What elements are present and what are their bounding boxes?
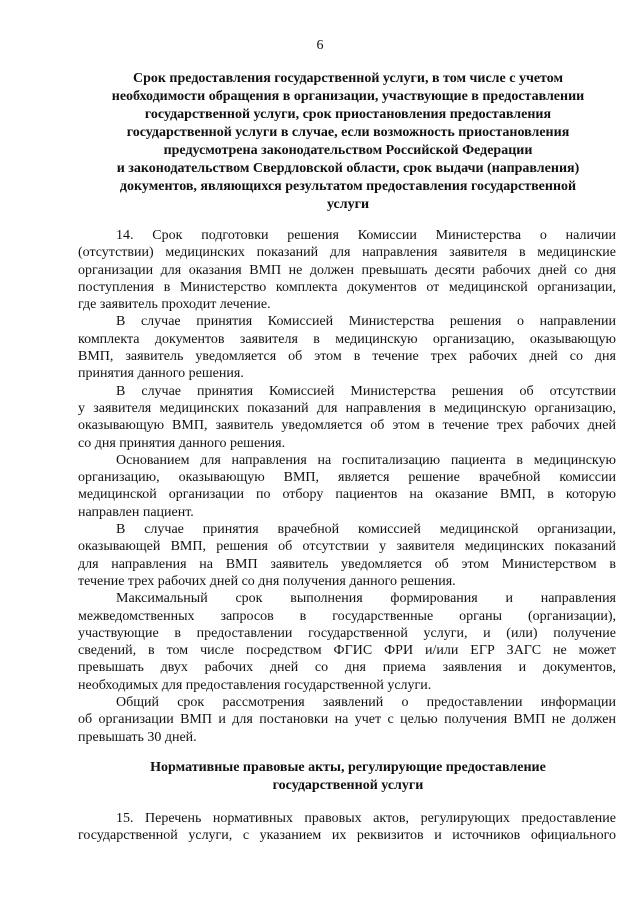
- paragraph: [78, 521, 616, 590]
- page-number: 6: [316, 38, 324, 53]
- paragraph-line: Общий срок рассмотрения заявлений о предоставлении информации: [116, 695, 616, 711]
- paragraph: [78, 227, 616, 313]
- paragraph: [78, 452, 616, 521]
- paragraph: [78, 383, 616, 452]
- heading-line: документов, являющихся результатом предоставления государственной: [119, 179, 577, 194]
- paragraph-line: государственной услуги, с указанием их реквизитов и источников официального: [78, 828, 616, 844]
- section-heading-normative-acts: [78, 759, 618, 795]
- paragraph-line: организации для оказания ВМП не должен превышать десяти рабочих дней со дня: [78, 262, 616, 278]
- paragraph-line: превышать 30 дней.: [78, 729, 197, 745]
- paragraph-line: оказывающую ВМП, заявитель уведомляется об этом в течение трех рабочих дней: [78, 418, 616, 434]
- paragraph-line: об организации ВМП и для постановки на учет с целью получения ВМП не должен: [78, 712, 616, 728]
- paragraph: [78, 810, 616, 845]
- heading-line: предусмотрена законодательством Российской Федерации: [163, 143, 533, 158]
- paragraph-line: организацию, оказывающую ВМП, является решение врачебной комиссии: [78, 470, 616, 486]
- section-heading-term: [78, 70, 618, 214]
- paragraph-line: оказывающей ВМП, решения об отсутствии у заявителя медицинских показаний: [78, 539, 616, 555]
- paragraph-line: поступления в Министерство комплекта документов от медицинской организации,: [78, 279, 616, 295]
- paragraph-line: Основанием для направления на госпитализацию пациента в медицинскую: [116, 452, 616, 468]
- paragraph-line: для направления на ВМП заявитель уведомляется об этом Министерством в: [78, 556, 616, 572]
- paragraph-line: (отсутствии) медицинских показаний для направления заявителя в медицинские: [78, 245, 616, 261]
- paragraph: [78, 313, 616, 382]
- paragraph-line: В случае принятия врачебной комиссией медицинской организации,: [116, 522, 616, 538]
- paragraph-line: у заявителя медицинских показаний для направления в медицинскую организацию,: [78, 400, 616, 416]
- paragraph-line: направлен пациент.: [78, 504, 194, 520]
- paragraph-line: течение трех рабочих дней со дня получения данного решения.: [78, 573, 456, 589]
- paragraph-line: В случае принятия Комиссией Министерства решения об отсутствии: [116, 383, 616, 399]
- paragraph-line: превышать двух рабочих дней со дня приема заявления и документов,: [78, 660, 616, 676]
- heading-line: Срок предоставления государственной услуги, в том числе с учетом: [132, 71, 564, 86]
- heading-line: услуги: [326, 197, 370, 212]
- paragraph-line: комплекта документов заявителя в медицинскую организацию, оказывающую: [78, 331, 616, 347]
- section-body-term: [78, 227, 616, 746]
- paragraph-line: со дня принятия данного решения.: [78, 435, 286, 451]
- paragraph-line: принятия данного решения.: [78, 366, 244, 382]
- heading-line: государственной услуги: [272, 778, 424, 793]
- paragraph-line: где заявитель проходит лечение.: [78, 297, 271, 313]
- paragraph-line: сведений, в том числе посредством ФГИС ФРИ и/или ЕГР ЗАГС не может: [78, 643, 616, 659]
- paragraph-line: необходимых для предоставления государственной услуги.: [78, 677, 432, 693]
- heading-line: государственной услуги в случае, если возможность приостановления: [126, 125, 570, 140]
- paragraph: [78, 590, 616, 694]
- heading-line: необходимости обращения в организации, участвующие в предоставлении: [111, 89, 585, 104]
- paragraph-line: межведомственных запросов в государственные органы (организации),: [78, 608, 616, 624]
- paragraph-line: медицинской организации по отбору пациентов на оказание ВМП, в которую: [78, 487, 616, 503]
- paragraph-line: участвующие в предоставлении государственной услуги, и (или) получение: [78, 625, 616, 641]
- paragraph-line: 15. Перечень нормативных правовых актов, регулирующих предоставление: [116, 811, 616, 826]
- heading-line: государственной услуги, срок приостановления предоставления: [144, 107, 552, 122]
- section-body-normative-acts: [78, 810, 616, 845]
- paragraph-line: 14. Срок подготовки решения Комиссии Министерства о наличии: [116, 228, 616, 243]
- paragraph-line: В случае принятия Комиссией Министерства решения о направлении: [116, 314, 616, 330]
- paragraph: [78, 694, 616, 746]
- heading-line: и законодательством Свердловской области, срок выдачи (направления): [116, 161, 580, 176]
- paragraph-line: ВМП, заявитель уведомляется об этом в течение трех рабочих дней со дня: [78, 349, 616, 365]
- paragraph-line: Максимальный срок выполнения формирования и направления: [116, 591, 616, 607]
- heading-line: Нормативные правовые акты, регулирующие предоставление: [150, 760, 546, 775]
